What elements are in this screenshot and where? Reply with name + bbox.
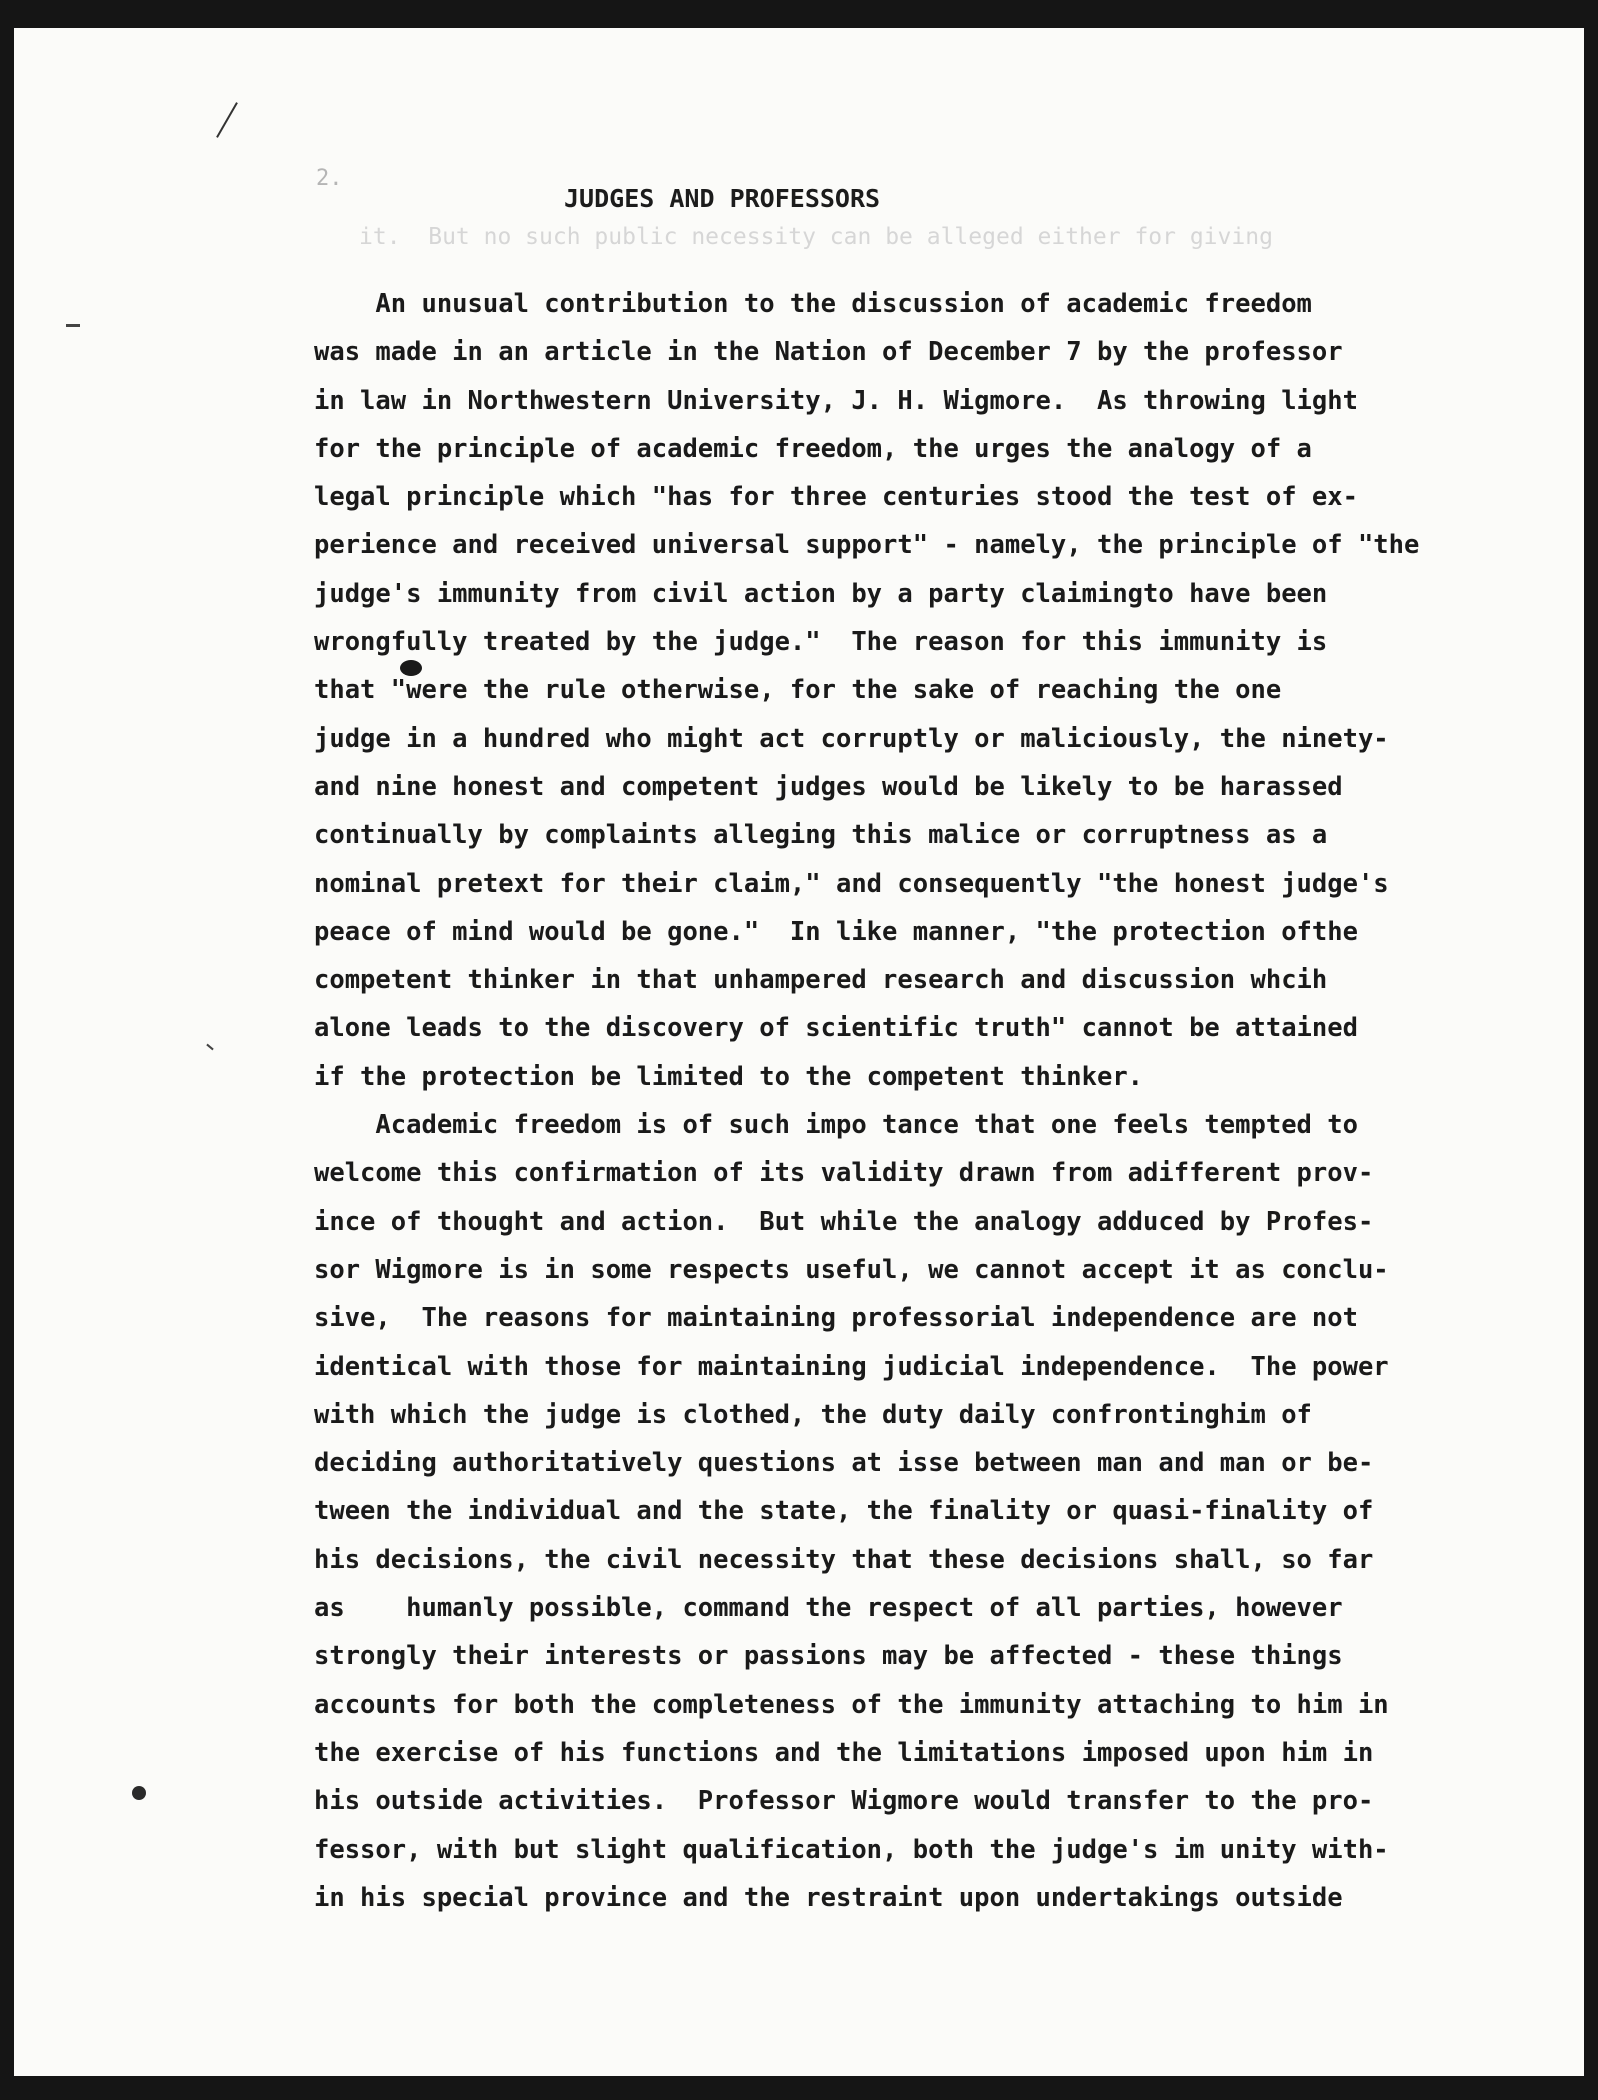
text-line: for the principle of academic freedom, the urges the analogy of a [314,433,1312,464]
text-line: ince of thought and action. But while the analogy adduced by Profes- [314,1206,1374,1237]
text-line: the exercise of his functions and the limitations imposed upon him in [314,1737,1374,1768]
text-line: sor Wigmore is in some respects useful, we cannot accept it as conclu- [314,1254,1389,1285]
text-line: Academic freedom is of such impo tance that one feels tempted to [314,1110,1358,1141]
text-line: accounts for both the completeness of the immunity attaching to him in [314,1689,1389,1720]
text-line: tween the individual and the state, the finality or quasi-finality of [314,1496,1374,1527]
margin-tick-mark [206,1044,213,1051]
body-text [314,280,1419,1922]
text-line: alone leads to the discovery of scientific truth" cannot be attained [314,1013,1358,1044]
text-line: judge in a hundred who might act corruptly or maliciously, the ninety- [314,723,1389,754]
pen-mark [216,102,238,138]
text-line: identical with those for maintaining judicial independence. The power [314,1351,1389,1382]
bleed-through-text: it. But no such public necessity can be alleged either for giving [359,224,1273,250]
text-line: his decisions, the civil necessity that these decisions shall, so far [314,1544,1374,1575]
text-line: peace of mind would be gone." In like manner, "the protection ofthe [314,916,1358,947]
text-line: in his special province and the restraint upon undertakings outside [314,1882,1343,1913]
text-line: was made in an article in the Nation of December 7 by the professor [314,337,1343,368]
text-line: competent thinker in that unhampered research and discussion whcih [314,965,1328,996]
document-page [14,28,1584,2076]
page-marker: 2. [316,166,343,191]
text-line: judge's immunity from civil action by a party claimingto have been [314,578,1328,609]
text-line: his outside activities. Professor Wigmore would transfer to the pro- [314,1786,1374,1817]
text-line: if the protection be limited to the competent thinker. [314,1061,1144,1092]
margin-dash-mark [66,324,80,327]
text-line: and nine honest and competent judges would be likely to be harassed [314,771,1343,802]
text-line: deciding authoritatively questions at isse between man and man or be- [314,1448,1374,1479]
text-line: perience and received universal support" - namely, the principle of "the [314,530,1420,561]
punch-hole-dot [132,1786,146,1800]
text-line: legal principle which "has for three centuries stood the test of ex- [314,482,1358,513]
text-line: as humanly possible, command the respect of all parties, however [314,1593,1343,1624]
text-line: that "were the rule otherwise, for the sake of reaching the one [314,675,1282,706]
text-line: in law in Northwestern University, J. H. Wigmore. As throwing light [314,385,1358,416]
text-line: with which the judge is clothed, the duty daily confrontinghim of [314,1399,1312,1430]
text-line: wrongfully treated by the judge." The reason for this immunity is [314,627,1328,658]
document-title: JUDGES AND PROFESSORS [564,184,881,213]
text-line: strongly their interests or passions may be affected - these things [314,1641,1343,1672]
text-line: sive, The reasons for maintaining professorial independence are not [314,1303,1358,1334]
text-line: continually by complaints alleging this malice or corruptness as a [314,820,1328,851]
text-line: An unusual contribution to the discussion of academic freedom [314,289,1312,319]
text-line: welcome this confirmation of its validity drawn from adifferent prov- [314,1158,1374,1189]
text-line: fessor, with but slight qualification, both the judge's im unity with- [314,1834,1389,1865]
text-line: nominal pretext for their claim," and consequently "the honest judge's [314,868,1389,899]
